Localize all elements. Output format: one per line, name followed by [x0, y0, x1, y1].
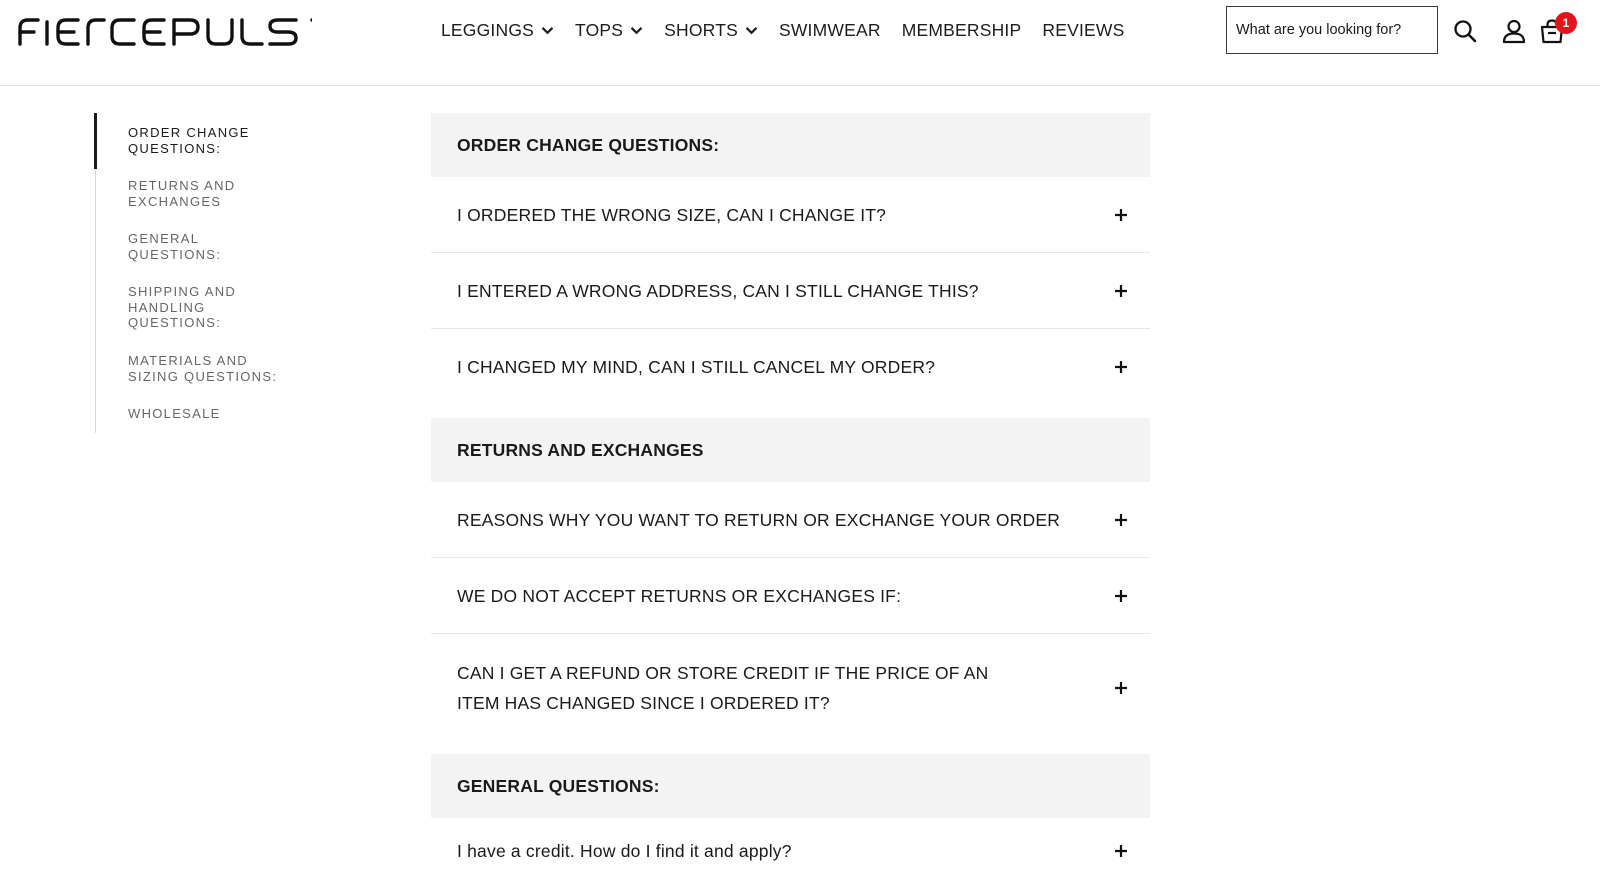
logo-wordmark-icon: [16, 8, 312, 52]
faq-question-text: I ORDERED THE WRONG SIZE, CAN I CHANGE IT?: [457, 204, 887, 225]
plus-icon: [1114, 589, 1128, 603]
nav-item-label: MEMBERSHIP: [901, 19, 1022, 40]
plus-icon: [1114, 284, 1128, 298]
search-input[interactable]: [1226, 6, 1438, 54]
search-icon[interactable]: [1452, 18, 1478, 44]
nav-item-tops[interactable]: [575, 20, 643, 41]
sidebar-item-general[interactable]: GENERAL QUESTIONS:: [128, 231, 222, 262]
plus-icon: [1114, 844, 1128, 858]
account-icon[interactable]: [1501, 18, 1527, 44]
section-title-order-change: ORDER CHANGE QUESTIONS:: [431, 113, 1150, 177]
sidebar-item-shipping[interactable]: SHIPPING AND HANDLING QUESTIONS:: [128, 284, 237, 330]
section-title-general: GENERAL QUESTIONS:: [431, 754, 1150, 818]
nav-item-label: TOPS: [575, 19, 624, 40]
faq-question-row[interactable]: [431, 826, 1150, 876]
plus-icon: [1114, 360, 1128, 374]
plus-icon: [1114, 513, 1128, 527]
faq-question-row[interactable]: [431, 634, 1150, 742]
chevron-down-icon: [541, 26, 554, 35]
sidebar-item-materials[interactable]: MATERIALS AND SIZING QUESTIONS:: [128, 353, 278, 384]
faq-sidebar-nav: [95, 113, 325, 433]
main-nav: [441, 17, 1145, 43]
sidebar-item-wholesale[interactable]: WHOLESALE: [128, 406, 221, 421]
faq-question-row[interactable]: [431, 329, 1150, 405]
nav-item-membership[interactable]: [902, 20, 1022, 41]
section-title-returns: RETURNS AND EXCHANGES: [431, 418, 1150, 482]
chevron-down-icon: [745, 26, 758, 35]
nav-item-swimwear[interactable]: [779, 20, 881, 41]
nav-item-label: SWIMWEAR: [778, 19, 881, 40]
faq-question-row[interactable]: [431, 482, 1150, 558]
faq-question-text: WE DO NOT ACCEPT RETURNS OR EXCHANGES IF:: [457, 585, 902, 606]
faq-question-text: I have a credit. How do I find it and apply?: [457, 841, 792, 861]
faq-question-text: I ENTERED A WRONG ADDRESS, CAN I STILL CHANGE THIS?: [457, 280, 979, 301]
nav-item-leggings[interactable]: [441, 20, 554, 41]
faq-question-row[interactable]: [431, 558, 1150, 634]
plus-icon: [1114, 681, 1128, 695]
faq-question-text: I CHANGED MY MIND, CAN I STILL CANCEL MY ORDER?: [457, 357, 936, 377]
faq-question-text: REASONS WHY YOU WANT TO RETURN OR EXCHANGE YOUR ORDER: [457, 509, 1061, 530]
chevron-down-icon: [630, 26, 643, 35]
sidebar-active-indicator: [94, 113, 97, 169]
plus-icon: [1114, 208, 1128, 222]
sidebar-item-order-change[interactable]: ORDER CHANGE QUESTIONS:: [128, 125, 250, 156]
nav-item-reviews[interactable]: [1042, 20, 1124, 41]
nav-item-label: LEGGINGS: [441, 19, 535, 40]
faq-question-row[interactable]: [431, 253, 1150, 329]
nav-item-label: REVIEWS: [1042, 19, 1125, 40]
brand-logo[interactable]: [16, 8, 312, 52]
site-header: [0, 0, 1600, 86]
faq-question-text: CAN I GET A REFUND OR STORE CREDIT IF THE PRICE OF AN ITEM HAS CHANGED SINCE I ORDERED IT?: [457, 663, 989, 713]
nav-item-label: SHORTS: [664, 19, 738, 40]
nav-item-shorts[interactable]: [664, 20, 758, 41]
cart-count-badge: 1: [1555, 12, 1577, 34]
faq-question-row[interactable]: [431, 177, 1150, 253]
sidebar-item-returns[interactable]: RETURNS AND EXCHANGES: [128, 178, 236, 209]
